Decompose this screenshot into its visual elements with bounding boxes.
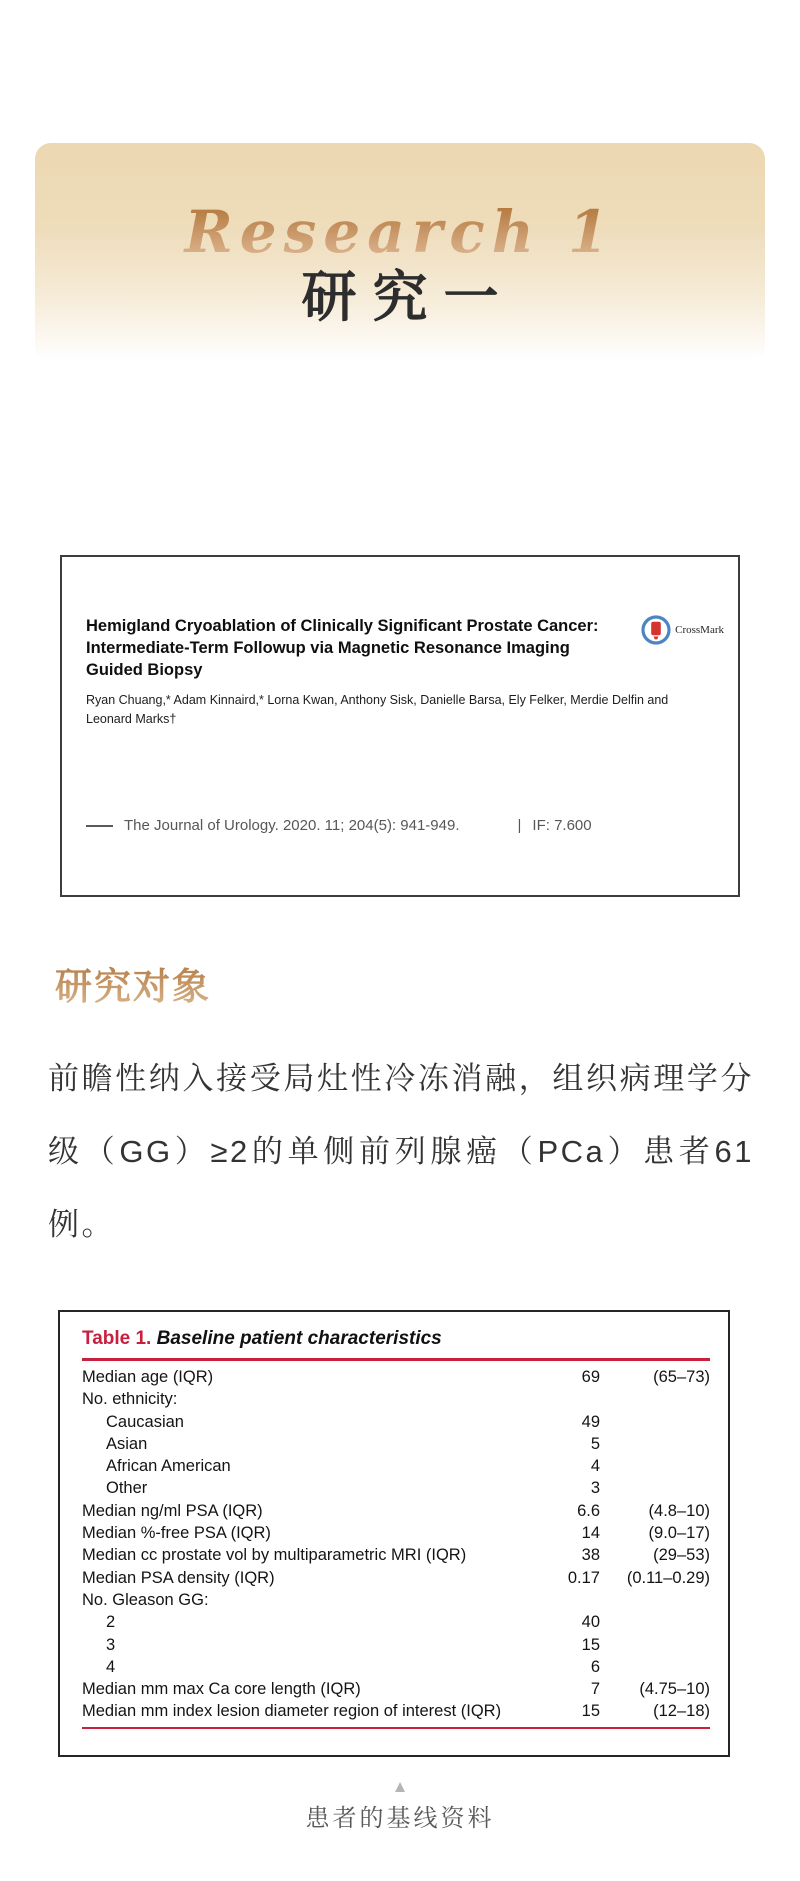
section-body-text: 前瞻性纳入接受局灶性冷冻消融，组织病理学分级（GG）≥2的单侧前列腺癌（PCa）患者61例。: [48, 1061, 754, 1242]
row-iqr: [600, 1634, 710, 1656]
table-row: [82, 1700, 710, 1722]
table-row: [82, 1678, 710, 1700]
row-value: 15: [581, 1635, 600, 1654]
banner-title-en: Research 1: [35, 201, 765, 263]
table-rule-bottom: [82, 1727, 710, 1729]
row-value: 38: [581, 1546, 600, 1565]
table-row: [82, 1567, 710, 1589]
row-iqr: [600, 1589, 710, 1611]
journal-dash-icon: [86, 825, 113, 827]
table-row: [82, 1656, 710, 1678]
row-value: 14: [581, 1524, 600, 1543]
research-banner: [35, 143, 765, 361]
crossmark-label: CrossMark: [675, 624, 724, 636]
row-iqr: (29–53): [653, 1546, 710, 1565]
row-iqr: (12–18): [653, 1702, 710, 1721]
row-label: 2: [106, 1613, 116, 1632]
row-label: Median PSA density (IQR): [82, 1568, 275, 1587]
row-value: 49: [581, 1412, 600, 1431]
row-label: Median %-free PSA (IQR): [82, 1524, 271, 1543]
paper-citation-card: [60, 555, 740, 897]
row-iqr: [600, 1611, 710, 1633]
table-row: [82, 1366, 710, 1388]
row-iqr: [600, 1433, 710, 1455]
table-row: [82, 1634, 710, 1656]
table-row: [82, 1611, 710, 1633]
row-label: Median age (IQR): [82, 1368, 214, 1386]
row-label: No. Gleason GG:: [82, 1590, 209, 1609]
table-row: [82, 1388, 710, 1410]
banner-title-zh: 研究一: [301, 264, 515, 329]
row-value: [536, 1589, 600, 1611]
row-iqr: [600, 1388, 710, 1410]
row-label: African American: [106, 1457, 231, 1476]
table-row: [82, 1477, 710, 1499]
row-value: 15: [581, 1702, 600, 1721]
row-label: 3: [106, 1635, 116, 1654]
row-label: Median cc prostate vol by multiparametric MRI (IQR): [82, 1546, 467, 1565]
row-label: Caucasian: [106, 1412, 184, 1431]
journal-line: [86, 817, 726, 834]
table-title: [82, 1327, 710, 1351]
table-body: [82, 1366, 710, 1723]
journal-citation: The Journal of Urology. 2020. 11; 204(5): 941-949.: [124, 817, 460, 834]
table-row: [82, 1522, 710, 1544]
row-value: 5: [590, 1434, 600, 1453]
table1-figure: [58, 1310, 730, 1757]
caption-text: 患者的基线资料: [305, 1805, 495, 1832]
row-value: 4: [590, 1457, 600, 1476]
row-iqr: [600, 1656, 710, 1678]
table-row: [82, 1411, 710, 1433]
row-iqr: [600, 1477, 710, 1499]
paper-authors: Ryan Chuang,* Adam Kinnaird,* Lorna Kwan, Anthony Sisk, Danielle Barsa, Ely Felker, Merdie Delfin and Leonard Marks†: [86, 693, 669, 726]
row-value: 69: [581, 1368, 600, 1386]
row-value: 40: [581, 1613, 600, 1632]
table-row: [82, 1455, 710, 1477]
row-value: [536, 1388, 600, 1410]
row-label: Other: [106, 1479, 148, 1498]
row-label: Median mm index lesion diameter region of interest (IQR): [82, 1702, 502, 1721]
crossmark-badge[interactable]: [641, 615, 724, 645]
table-rule-top: [82, 1358, 710, 1361]
row-iqr: [600, 1455, 710, 1477]
row-iqr: (9.0–17): [648, 1524, 710, 1543]
table-row: [82, 1544, 710, 1566]
row-label: Median mm max Ca core length (IQR): [82, 1680, 361, 1699]
impact-factor: IF: 7.600: [532, 817, 592, 834]
row-label: No. ethnicity:: [82, 1390, 178, 1409]
row-label: Asian: [106, 1434, 148, 1453]
journal-divider: |: [517, 817, 522, 834]
table-row: [82, 1500, 710, 1522]
row-iqr: (4.8–10): [648, 1501, 710, 1520]
table-title-text: Baseline patient characteristics: [151, 1328, 442, 1349]
paper-title: Hemigland Cryoablation of Clinically Significant Prostate Cancer: Intermediate-Term Followup via Magnetic Resonance Imaging Guided Biopsy: [86, 617, 599, 680]
row-label: 4: [106, 1657, 116, 1676]
row-value: 6.6: [577, 1501, 600, 1520]
table-row: [82, 1589, 710, 1611]
row-iqr: (4.75–10): [639, 1680, 710, 1699]
row-iqr: (65–73): [653, 1368, 710, 1386]
crossmark-icon: [641, 615, 671, 645]
row-iqr: [600, 1411, 710, 1433]
figure-caption: [0, 1778, 800, 1834]
table-row: [82, 1433, 710, 1455]
caption-arrow-icon: ▲: [391, 1777, 409, 1796]
row-label: Median ng/ml PSA (IQR): [82, 1501, 263, 1520]
table-title-label: Table 1.: [82, 1328, 152, 1349]
row-value: 3: [590, 1479, 600, 1498]
row-value: 7: [590, 1680, 600, 1699]
section-heading: 研究对象: [55, 961, 211, 1011]
row-value: 0.17: [567, 1568, 600, 1587]
row-iqr: (0.11–0.29): [626, 1568, 710, 1587]
row-value: 6: [590, 1657, 600, 1676]
